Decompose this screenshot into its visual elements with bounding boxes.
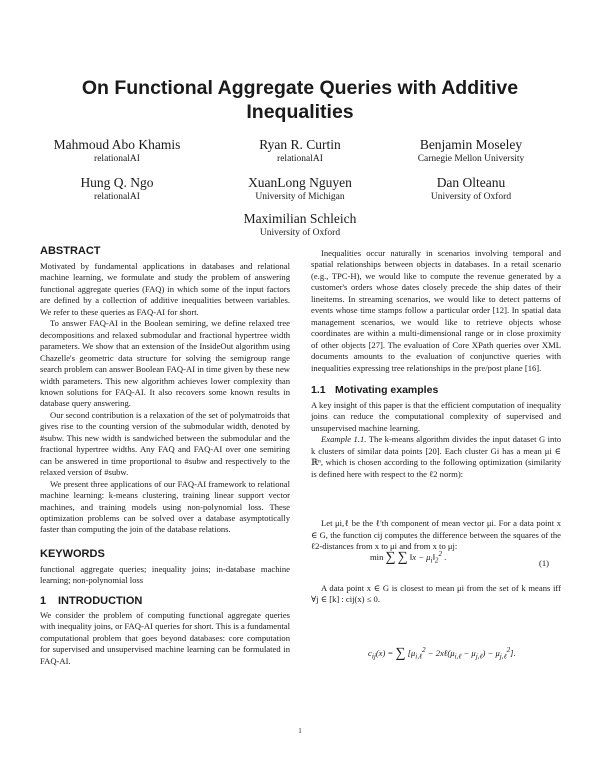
author-name: Mahmoud Abo Khamis bbox=[53, 137, 181, 152]
author-block bbox=[17, 175, 217, 203]
section-title: Motivating examples bbox=[335, 383, 439, 396]
author-block bbox=[371, 175, 571, 203]
intro-heading bbox=[40, 595, 290, 608]
author-affiliation: University of Oxford bbox=[430, 192, 512, 202]
author-affiliation: University of Oxford bbox=[259, 228, 341, 238]
author-affiliation: relationalAI bbox=[94, 154, 140, 164]
author-block bbox=[17, 137, 217, 165]
motivating-paragraph: A key insight of this paper is that the efficient computation of inequality joins can reduce the computational complexity of supervised and unsupervised machine learning. bbox=[311, 399, 561, 433]
intro-paragraph: Inequalities occur naturally in scenarios involving temporal and spatial relationships between objects in databases. In a retail scenario (e.g., TPC-H), we would like to compute the revenue generated by a customer's orders whose dates closely precede the ship dates of their lineitems. In streaming scenarios, we would like to detect patterns of events whose time stamps follow a particular order [12]. In spatial data management scenarios, we would like to retrieve objects whose coordinates are within a multi-dimensional range or in close proximity of other objects [27]. The evaluation of Core XPath queries over XML documents amounts to the evaluation of conjunctive queries with inequalities expressing tree relationships in the pre/post plane [16]. bbox=[311, 248, 561, 373]
author-name: Ryan R. Curtin bbox=[259, 137, 341, 152]
section-number: 1.1 bbox=[311, 383, 326, 396]
author-name: Hung Q. Ngo bbox=[80, 175, 154, 190]
author-affiliation: University of Michigan bbox=[255, 192, 345, 202]
intro-paragraph: We consider the problem of computing functional aggregate queries with inequality joins, or FAQ-AI queries for short. This is a fundamental computational problem that goes beyond databases: core computation for supervised and unsupervised machine learning can be formulated in FAQ-AI. bbox=[40, 609, 290, 666]
example-paragraph bbox=[311, 434, 561, 480]
page-number: 1 bbox=[298, 727, 302, 735]
left-column bbox=[40, 245, 290, 667]
abstract-paragraph: To answer FAQ-AI in the Boolean semiring, we define relaxed tree decompositions and relaxed submodular and fractional hypertree width parameters. We show that an extension of the InsideOut algorithm using Chazelle's geometric data structure for solving the semigroup range search problem can answer Boolean FAQ-AI in time given by these new width parameters. This new algorithm achieves lower complexity than known solutions for FAQ-AI. It also recovers some known results in database query answering. bbox=[40, 318, 290, 409]
motivating-paragraph: Let μi,ℓ be the ℓ'th component of mean vector μi. For a data point x ∈ G, the function cij computes the difference between the squares of the ℓ2-distances from x to μi and from x to μj: bbox=[311, 518, 561, 552]
keywords-text: functional aggregate queries; inequality joins; in-database machine learning; non-polynomial loss bbox=[40, 563, 290, 586]
keywords-heading: KEYWORDS bbox=[40, 547, 105, 560]
section-title: INTRODUCTION bbox=[58, 594, 143, 607]
author-affiliation: relationalAI bbox=[277, 154, 323, 164]
subsection-heading bbox=[311, 384, 561, 397]
author-block bbox=[200, 175, 400, 203]
abstract-paragraph: Our second contribution is a relaxation of the set of polymatroids that gives rise to the counting version of the submodular width, denoted by #subw. This new width is sandwiched between the submodular and the fractional hypertree widths. Any FAQ and FAQ-AI over one semiring can be answered in time proportional to #subw and respectively to the relaxed version of #subw. bbox=[40, 409, 290, 478]
equation-spacer bbox=[311, 480, 561, 518]
paper-title: On Functional Aggregate Queries with Additive Inequalities bbox=[81, 77, 519, 123]
author-block bbox=[371, 137, 571, 165]
abstract-paragraph: Motivated by fundamental applications in databases and relational machine learning, we formulate and study the problem of answering functional aggregate queries (FAQ) in which some of the input factors are defined by a collection of additive inequalities between variables. We refer to these queries as FAQ-AI for short. bbox=[40, 261, 290, 317]
equation-kmeans: min ∑ ∑ ‖x − $\mu_i‖_2^2$ . bbox=[370, 550, 447, 565]
author-affiliation: Carnegie Mellon University bbox=[417, 154, 525, 164]
motivating-paragraph: A data point x ∈ G is closest to mean μi from the set of k means iff ∀j ∈ [k] : cij(x) ≤ 0. bbox=[311, 582, 561, 604]
author-name: Maximilian Schleich bbox=[243, 211, 357, 226]
author-block bbox=[200, 137, 400, 165]
abstract-paragraph: We present three applications of our FAQ-AI framework to relational machine learning: k-means clustering, training linear support vector machines, and training models using non-polynomial loss. These optimization problems can be solved over a database asymptotically faster than computing the join of the database relations. bbox=[40, 478, 290, 535]
example-label: Example 1.1. bbox=[321, 434, 367, 445]
author-name: Benjamin Moseley bbox=[419, 137, 523, 152]
author-affiliation: relationalAI bbox=[94, 192, 140, 202]
example-text: The k-means algorithm divides the input dataset G into k clusters of similar data points [20]. Each cluster Gi has a mean μi ∈ ℝⁿ, which is chosen according to the following optimization (similarity is defined here with respect to the ℓ2 norm): bbox=[311, 434, 562, 479]
author-block bbox=[200, 211, 400, 239]
abstract-heading: ABSTRACT bbox=[40, 245, 101, 257]
author-name: XuanLong Nguyen bbox=[248, 175, 352, 190]
author-name: Dan Olteanu bbox=[436, 175, 506, 190]
equation-number: (1) bbox=[539, 558, 550, 568]
equation-cij: $c_{ij}(x)$ = ∑ [$\mu_{i,\ell}^2$ − $2x\ell(\mu_{i,\ell} - \mu_{j,\ell}) - \mu_{j,\ell}^2$]. bbox=[368, 646, 516, 661]
section-number: 1 bbox=[40, 594, 47, 607]
